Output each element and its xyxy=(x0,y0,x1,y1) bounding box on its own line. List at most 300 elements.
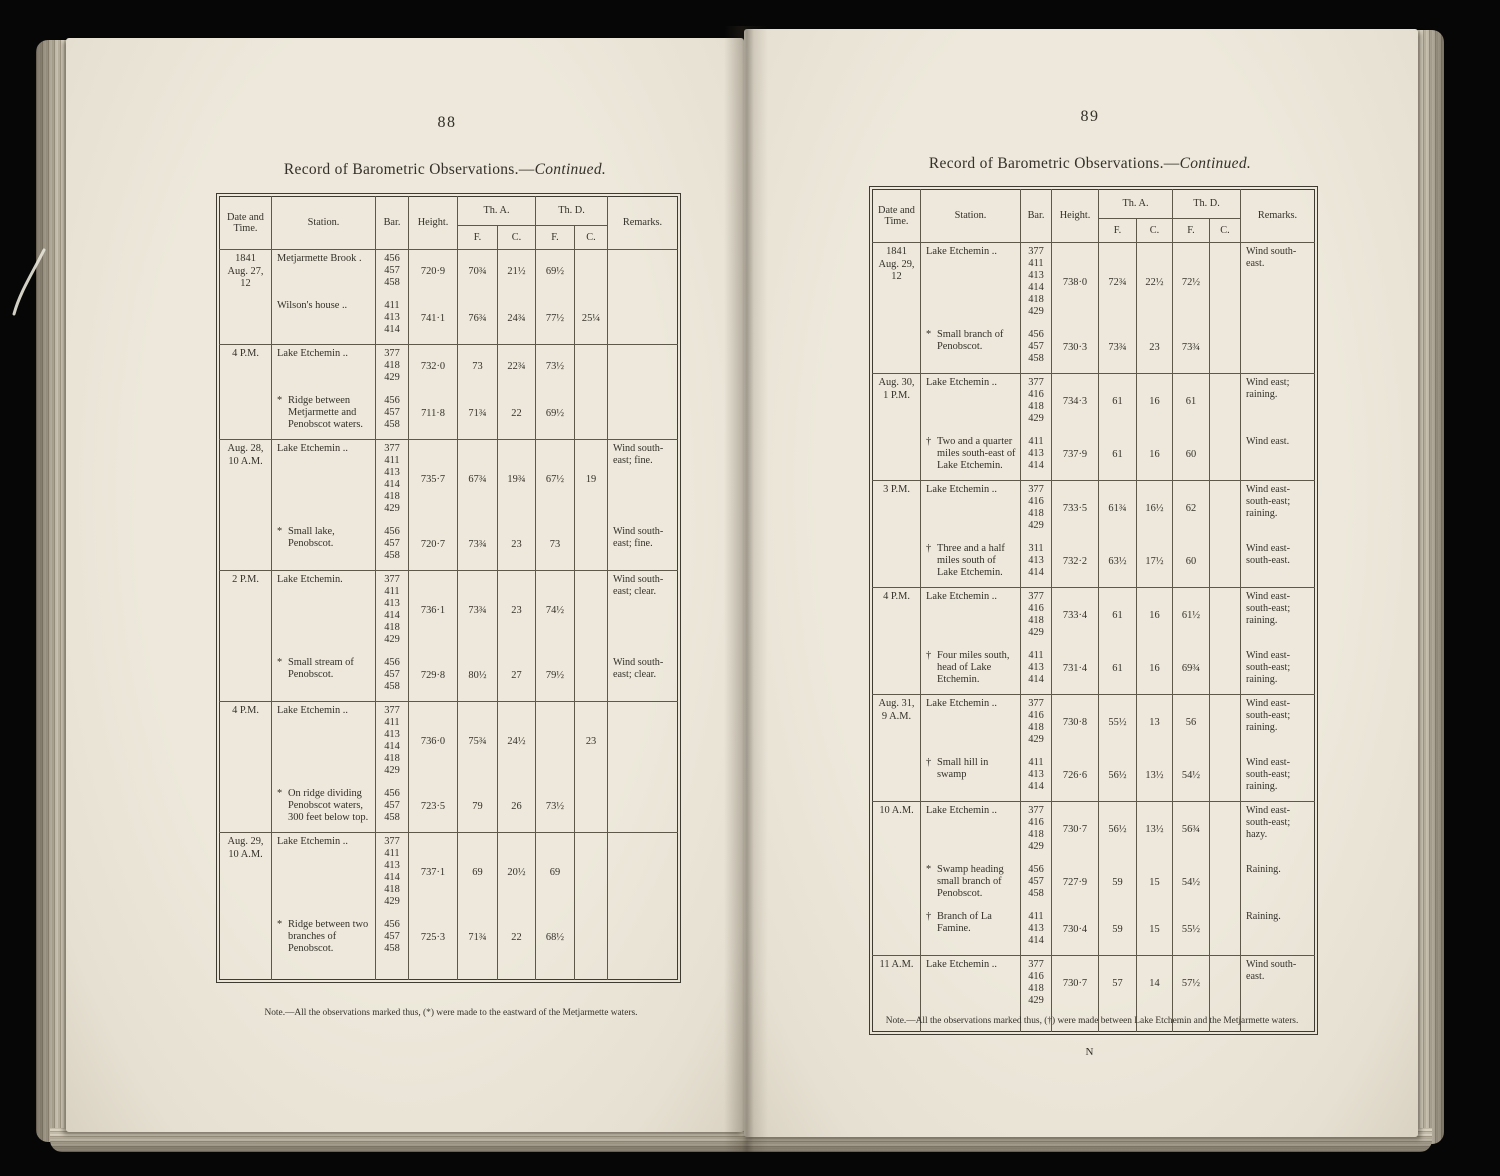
station-cell xyxy=(272,523,376,571)
th-a-f-cell: 75¾ xyxy=(458,702,498,786)
date-line: Aug. 29, xyxy=(878,258,915,270)
table-row xyxy=(220,392,678,440)
bar-number: 377 xyxy=(1028,805,1044,816)
th-a-f-cell: 71¾ xyxy=(458,392,498,440)
bar-number: 456 xyxy=(384,253,400,264)
date-line: 9 A.M. xyxy=(881,710,912,722)
observations-table-wrap xyxy=(869,186,1318,1035)
station-cell xyxy=(272,571,376,655)
title-text: Record of Barometric Observations.— xyxy=(283,161,535,178)
col-header-f: F. xyxy=(1173,219,1210,243)
date-line: 10 A.M. xyxy=(228,455,263,467)
date-line: 12 xyxy=(240,278,251,289)
th-d-f-cell: 73½ xyxy=(536,785,575,833)
th-d-f-cell: 73 xyxy=(536,523,575,571)
station-marker-dagger: † xyxy=(926,543,932,554)
height-cell: 727·9 xyxy=(1052,861,1099,908)
th-a-c-cell: 23 xyxy=(1137,326,1173,374)
th-d-f-cell: 54½ xyxy=(1173,861,1210,908)
th-d-f-cell: 79½ xyxy=(536,654,575,702)
th-d-c-cell xyxy=(575,916,608,980)
height-cell: 730·7 xyxy=(1052,956,1099,1032)
bar-number: 377 xyxy=(384,348,400,359)
title-text: Record of Barometric Observations.— xyxy=(928,155,1180,172)
station-cell xyxy=(921,802,1021,862)
station-name: Lake Etchemin .. xyxy=(277,443,348,454)
station-name: Ridge between Metjarmette and Penobscot waters. xyxy=(288,395,364,430)
bar-cell xyxy=(1021,374,1052,434)
table-body xyxy=(220,250,678,980)
bar-number: 414 xyxy=(1028,282,1044,293)
th-a-f-cell: 73¾ xyxy=(458,571,498,655)
bar-cell xyxy=(376,440,409,524)
station-cell xyxy=(272,785,376,833)
station-cell xyxy=(921,695,1021,755)
bar-cell xyxy=(1021,695,1052,755)
table-row xyxy=(220,297,678,345)
bar-number: 416 xyxy=(1028,389,1044,400)
table-row xyxy=(220,785,678,833)
station-cell xyxy=(921,243,1021,327)
th-a-f-cell: 71¾ xyxy=(458,916,498,980)
bar-number: 429 xyxy=(1028,306,1044,317)
remarks-cell: Wind east-south-east; raining. xyxy=(1241,588,1315,648)
date-cell xyxy=(220,345,272,440)
height-cell: 737·9 xyxy=(1052,433,1099,481)
th-d-f-cell: 56 xyxy=(1173,695,1210,755)
th-a-f-cell: 79 xyxy=(458,785,498,833)
station-cell xyxy=(921,433,1021,481)
station-marker-asterisk: * xyxy=(277,526,283,537)
bar-number: 418 xyxy=(384,360,400,371)
date-cell xyxy=(873,481,921,588)
bar-number: 411 xyxy=(384,586,400,597)
bar-cell xyxy=(1021,326,1052,374)
col-header-c: C. xyxy=(575,226,608,250)
date-cell xyxy=(873,695,921,802)
bar-cell xyxy=(376,571,409,655)
th-a-c-cell: 15 xyxy=(1137,861,1173,908)
date-line: 2 P.M. xyxy=(232,574,259,585)
th-d-f-cell: 56¾ xyxy=(1173,802,1210,862)
bar-number: 457 xyxy=(384,407,400,418)
station-cell xyxy=(272,654,376,702)
bar-number: 411 xyxy=(384,300,400,311)
th-a-f-cell: 67¾ xyxy=(458,440,498,524)
height-cell: 725·3 xyxy=(409,916,458,980)
date-line: 1 P.M. xyxy=(883,389,910,401)
bar-number: 418 xyxy=(384,622,400,633)
th-d-f-cell: 77½ xyxy=(536,297,575,345)
bar-number: 413 xyxy=(384,729,400,740)
col-header-f: F. xyxy=(1099,219,1137,243)
th-d-f-cell: 72½ xyxy=(1173,243,1210,327)
station-marker-dagger: † xyxy=(926,650,932,661)
station-name: Lake Etchemin .. xyxy=(277,705,348,716)
th-a-c-cell: 22 xyxy=(498,392,536,440)
bar-number: 418 xyxy=(1028,401,1044,412)
bar-number: 411 xyxy=(384,848,400,859)
col-header-height: Height. xyxy=(1052,190,1099,243)
th-a-c-cell: 16 xyxy=(1137,374,1173,434)
th-d-c-cell xyxy=(1210,754,1241,802)
station-name: Lake Etchemin. xyxy=(277,574,343,585)
bar-number: 418 xyxy=(1028,983,1044,994)
th-a-f-cell: 59 xyxy=(1099,861,1137,908)
station-name: Small hill in swamp xyxy=(937,757,989,780)
remarks-cell xyxy=(1241,326,1315,374)
page-title xyxy=(869,155,1311,173)
th-a-f-cell: 73¾ xyxy=(458,523,498,571)
table-body xyxy=(873,243,1315,1032)
table-row xyxy=(220,440,678,524)
bar-number: 414 xyxy=(1028,460,1044,471)
col-header-c: C. xyxy=(1137,219,1173,243)
col-header-th-d: Th. D. xyxy=(1173,190,1241,219)
footnote: Note.—All the observations marked thus, (†) were made between Lake Etchemin and the Metjarmette waters. xyxy=(885,1016,1299,1026)
bar-cell xyxy=(376,250,409,298)
bar-cell xyxy=(376,392,409,440)
th-d-f-cell: 57½ xyxy=(1173,956,1210,1032)
th-d-c-cell: 23 xyxy=(575,702,608,786)
th-a-c-cell: 21½ xyxy=(498,250,536,298)
remarks-cell: Wind south-east; clear. xyxy=(608,654,678,702)
table-row xyxy=(873,540,1315,588)
bar-cell xyxy=(1021,754,1052,802)
station-name: Lake Etchemin .. xyxy=(926,591,997,602)
th-d-f-cell: 69¾ xyxy=(1173,647,1210,695)
bar-number: 413 xyxy=(384,860,400,871)
bar-number: 414 xyxy=(384,872,400,883)
bookmark-thread xyxy=(12,248,46,318)
date-line: 4 P.M. xyxy=(883,591,910,602)
bar-number: 429 xyxy=(1028,413,1044,424)
th-a-f-cell: 61 xyxy=(1099,588,1137,648)
date-line: 1841 xyxy=(235,253,256,264)
footnote: Note.—All the observations marked thus, (*) were made to the eastward of the Metjarmette waters. xyxy=(264,1008,638,1018)
th-d-f-cell: 61½ xyxy=(1173,588,1210,648)
bar-number: 414 xyxy=(1028,567,1044,578)
date-line: 4 P.M. xyxy=(232,705,259,716)
height-cell: 711·8 xyxy=(409,392,458,440)
signature-mark: N xyxy=(1085,1046,1095,1058)
bar-number: 456 xyxy=(384,526,400,537)
th-a-f-cell: 73¾ xyxy=(1099,326,1137,374)
station-cell xyxy=(272,250,376,298)
table-row xyxy=(220,702,678,786)
th-d-c-cell xyxy=(575,345,608,393)
station-cell xyxy=(921,540,1021,588)
bar-cell xyxy=(1021,243,1052,327)
remarks-cell: Wind south-east. xyxy=(1241,956,1315,1032)
station-marker-asterisk: * xyxy=(277,657,283,668)
th-d-c-cell: 19 xyxy=(575,440,608,524)
bar-cell xyxy=(1021,433,1052,481)
station-cell xyxy=(272,345,376,393)
bar-number: 458 xyxy=(384,550,400,561)
height-cell: 733·4 xyxy=(1052,588,1099,648)
th-a-f-cell: 59 xyxy=(1099,908,1137,956)
col-header-c: C. xyxy=(498,226,536,250)
bar-number: 411 xyxy=(1028,436,1044,447)
col-header-station: Station. xyxy=(921,190,1021,243)
station-name: Four miles south, head of Lake Etchemin. xyxy=(937,650,1010,685)
th-a-f-cell: 76¾ xyxy=(458,297,498,345)
th-a-f-cell: 61 xyxy=(1099,433,1137,481)
col-header-f: F. xyxy=(458,226,498,250)
height-cell: 737·1 xyxy=(409,833,458,917)
bar-number: 418 xyxy=(1028,294,1044,305)
table-row xyxy=(873,908,1315,956)
bar-number: 429 xyxy=(384,503,400,514)
station-name: Branch of La Famine. xyxy=(937,911,992,934)
bar-number: 458 xyxy=(384,277,400,288)
bar-cell xyxy=(376,345,409,393)
th-d-f-cell: 73¾ xyxy=(1173,326,1210,374)
bar-number: 377 xyxy=(1028,246,1044,257)
col-header-date-time: Date and Time. xyxy=(227,211,264,234)
th-d-f-cell: 60 xyxy=(1173,540,1210,588)
station-marker-asterisk: * xyxy=(926,864,932,875)
bar-number: 458 xyxy=(384,419,400,430)
date-cell xyxy=(220,702,272,833)
bar-cell xyxy=(376,654,409,702)
bar-number: 458 xyxy=(1028,353,1044,364)
station-name: Wilson's house .. xyxy=(277,300,348,311)
date-cell xyxy=(220,571,272,702)
bar-number: 418 xyxy=(1028,722,1044,733)
bar-number: 416 xyxy=(1028,817,1044,828)
col-header-height: Height. xyxy=(409,197,458,250)
th-d-f-cell: 73½ xyxy=(536,345,575,393)
height-cell: 732·2 xyxy=(1052,540,1099,588)
page-title xyxy=(216,161,674,179)
th-a-c-cell: 17½ xyxy=(1137,540,1173,588)
table-row xyxy=(220,523,678,571)
bar-number: 457 xyxy=(384,931,400,942)
bar-number: 457 xyxy=(384,800,400,811)
th-d-c-cell xyxy=(1210,802,1241,862)
bar-number: 377 xyxy=(1028,698,1044,709)
th-a-c-cell: 13 xyxy=(1137,695,1173,755)
bar-number: 456 xyxy=(1028,864,1044,875)
header-row xyxy=(220,197,678,226)
bar-number: 457 xyxy=(384,669,400,680)
bar-cell xyxy=(376,785,409,833)
station-marker-dagger: † xyxy=(926,757,932,768)
bar-number: 414 xyxy=(384,741,400,752)
book-gutter xyxy=(724,26,768,1152)
th-a-f-cell: 70¾ xyxy=(458,250,498,298)
bar-cell xyxy=(1021,802,1052,862)
col-header-f: F. xyxy=(536,226,575,250)
station-cell xyxy=(272,297,376,345)
table-row xyxy=(873,588,1315,648)
th-d-c-cell xyxy=(1210,908,1241,956)
table-row xyxy=(873,861,1315,908)
th-d-f-cell: 60 xyxy=(1173,433,1210,481)
bar-number: 411 xyxy=(384,717,400,728)
bar-number: 458 xyxy=(384,812,400,823)
bar-number: 413 xyxy=(1028,662,1044,673)
th-d-f-cell: 74½ xyxy=(536,571,575,655)
col-header-remarks: Remarks. xyxy=(1241,190,1315,243)
th-d-c-cell xyxy=(1210,243,1241,327)
bar-number: 377 xyxy=(384,443,400,454)
th-a-c-cell: 22½ xyxy=(1137,243,1173,327)
bar-number: 411 xyxy=(384,455,400,466)
bar-cell xyxy=(1021,540,1052,588)
th-d-c-cell xyxy=(1210,374,1241,434)
page-number: 89 xyxy=(1080,108,1100,125)
remarks-cell: Raining. xyxy=(1241,861,1315,908)
th-a-c-cell: 13½ xyxy=(1137,802,1173,862)
station-cell xyxy=(272,702,376,786)
bar-number: 413 xyxy=(1028,448,1044,459)
date-line: 3 P.M. xyxy=(883,484,910,495)
bar-cell xyxy=(1021,908,1052,956)
table-header xyxy=(873,190,1315,243)
th-a-c-cell: 22¾ xyxy=(498,345,536,393)
bar-number: 418 xyxy=(384,884,400,895)
remarks-cell: Wind south-east; fine. xyxy=(608,440,678,524)
station-marker-asterisk: * xyxy=(277,788,283,799)
bar-number: 414 xyxy=(384,324,400,335)
bar-number: 413 xyxy=(384,312,400,323)
th-d-c-cell xyxy=(1210,433,1241,481)
station-cell xyxy=(921,374,1021,434)
height-cell: 735·7 xyxy=(409,440,458,524)
th-a-f-cell: 72¾ xyxy=(1099,243,1137,327)
th-a-c-cell: 14 xyxy=(1137,956,1173,1032)
station-cell xyxy=(272,392,376,440)
bar-cell xyxy=(1021,861,1052,908)
th-d-f-cell: 69½ xyxy=(536,392,575,440)
th-d-f-cell: 54½ xyxy=(1173,754,1210,802)
station-name: Metjarmette Brook . xyxy=(277,253,362,264)
station-cell xyxy=(921,754,1021,802)
height-cell: 730·4 xyxy=(1052,908,1099,956)
th-a-c-cell: 15 xyxy=(1137,908,1173,956)
page-number: 88 xyxy=(437,114,457,131)
th-d-c-cell: 25¼ xyxy=(575,297,608,345)
th-d-c-cell xyxy=(575,833,608,917)
bar-number: 414 xyxy=(384,479,400,490)
th-d-f-cell: 55½ xyxy=(1173,908,1210,956)
remarks-cell: Wind east-south-east. xyxy=(1241,540,1315,588)
bar-number: 377 xyxy=(384,705,400,716)
col-header-th-a: Th. A. xyxy=(1099,190,1173,219)
bar-number: 429 xyxy=(1028,520,1044,531)
table-row xyxy=(220,345,678,393)
th-a-c-cell: 22 xyxy=(498,916,536,980)
remarks-cell xyxy=(608,297,678,345)
height-cell: 731·4 xyxy=(1052,647,1099,695)
bar-number: 413 xyxy=(1028,270,1044,281)
bar-cell xyxy=(376,523,409,571)
height-cell: 741·1 xyxy=(409,297,458,345)
bar-number: 456 xyxy=(384,919,400,930)
bar-number: 416 xyxy=(1028,710,1044,721)
remarks-cell: Wind east-south-east; raining. xyxy=(1241,647,1315,695)
station-marker-dagger: † xyxy=(926,911,932,922)
date-cell xyxy=(220,833,272,980)
height-cell: 730·8 xyxy=(1052,695,1099,755)
th-a-c-cell: 16½ xyxy=(1137,481,1173,541)
station-marker-asterisk: * xyxy=(277,919,283,930)
station-name: Ridge between two branches of Penobscot. xyxy=(288,919,369,954)
th-a-f-cell: 55½ xyxy=(1099,695,1137,755)
station-name: Lake Etchemin .. xyxy=(926,805,997,816)
bar-cell xyxy=(376,297,409,345)
th-d-f-cell: 69 xyxy=(536,833,575,917)
remarks-cell xyxy=(608,702,678,786)
th-a-c-cell: 16 xyxy=(1137,647,1173,695)
th-a-f-cell: 56½ xyxy=(1099,754,1137,802)
station-name: Small branch of Penobscot. xyxy=(937,329,1004,352)
station-cell xyxy=(272,916,376,980)
bar-number: 311 xyxy=(1028,543,1044,554)
table-row xyxy=(220,571,678,655)
th-d-c-cell xyxy=(1210,540,1241,588)
observations-table xyxy=(872,189,1315,1032)
height-cell: 730·7 xyxy=(1052,802,1099,862)
th-d-c-cell xyxy=(1210,326,1241,374)
th-d-c-cell xyxy=(1210,647,1241,695)
th-d-f-cell: 67½ xyxy=(536,440,575,524)
col-header-c: C. xyxy=(1210,219,1241,243)
station-name: Lake Etchemin .. xyxy=(277,836,348,847)
bar-number: 377 xyxy=(384,574,400,585)
date-line: Aug. 30, xyxy=(878,377,915,388)
date-cell xyxy=(873,374,921,481)
bar-number: 377 xyxy=(1028,959,1044,970)
th-d-c-cell xyxy=(1210,695,1241,755)
bar-number: 429 xyxy=(384,896,400,907)
th-d-c-cell xyxy=(1210,481,1241,541)
bar-number: 416 xyxy=(1028,496,1044,507)
bar-number: 456 xyxy=(1028,329,1044,340)
date-line: 1841 xyxy=(886,246,907,257)
observations-table-wrap xyxy=(216,193,681,983)
th-a-f-cell: 61 xyxy=(1099,647,1137,695)
station-marker-dagger: † xyxy=(926,436,932,447)
bar-number: 456 xyxy=(384,788,400,799)
remarks-cell xyxy=(608,250,678,298)
remarks-cell: Wind east-south-east; raining. xyxy=(1241,695,1315,755)
col-header-date-time: Date and Time. xyxy=(878,204,915,227)
date-cell xyxy=(873,802,921,956)
bar-number: 457 xyxy=(384,538,400,549)
date-cell xyxy=(220,440,272,571)
th-a-c-cell: 16 xyxy=(1137,433,1173,481)
station-cell xyxy=(921,647,1021,695)
station-name: Lake Etchemin .. xyxy=(277,348,348,359)
date-line: 10 A.M. xyxy=(879,805,914,816)
col-header-th-a: Th. A. xyxy=(458,197,536,226)
bar-number: 411 xyxy=(1028,757,1044,768)
date-line: 12 xyxy=(891,271,902,282)
remarks-cell xyxy=(608,833,678,917)
bar-cell xyxy=(1021,481,1052,541)
bar-number: 377 xyxy=(384,836,400,847)
station-cell xyxy=(272,833,376,917)
bar-cell xyxy=(376,833,409,917)
table-row xyxy=(873,695,1315,755)
station-name: Lake Etchemin .. xyxy=(926,484,997,495)
th-d-f-cell xyxy=(536,702,575,786)
height-cell: 736·0 xyxy=(409,702,458,786)
